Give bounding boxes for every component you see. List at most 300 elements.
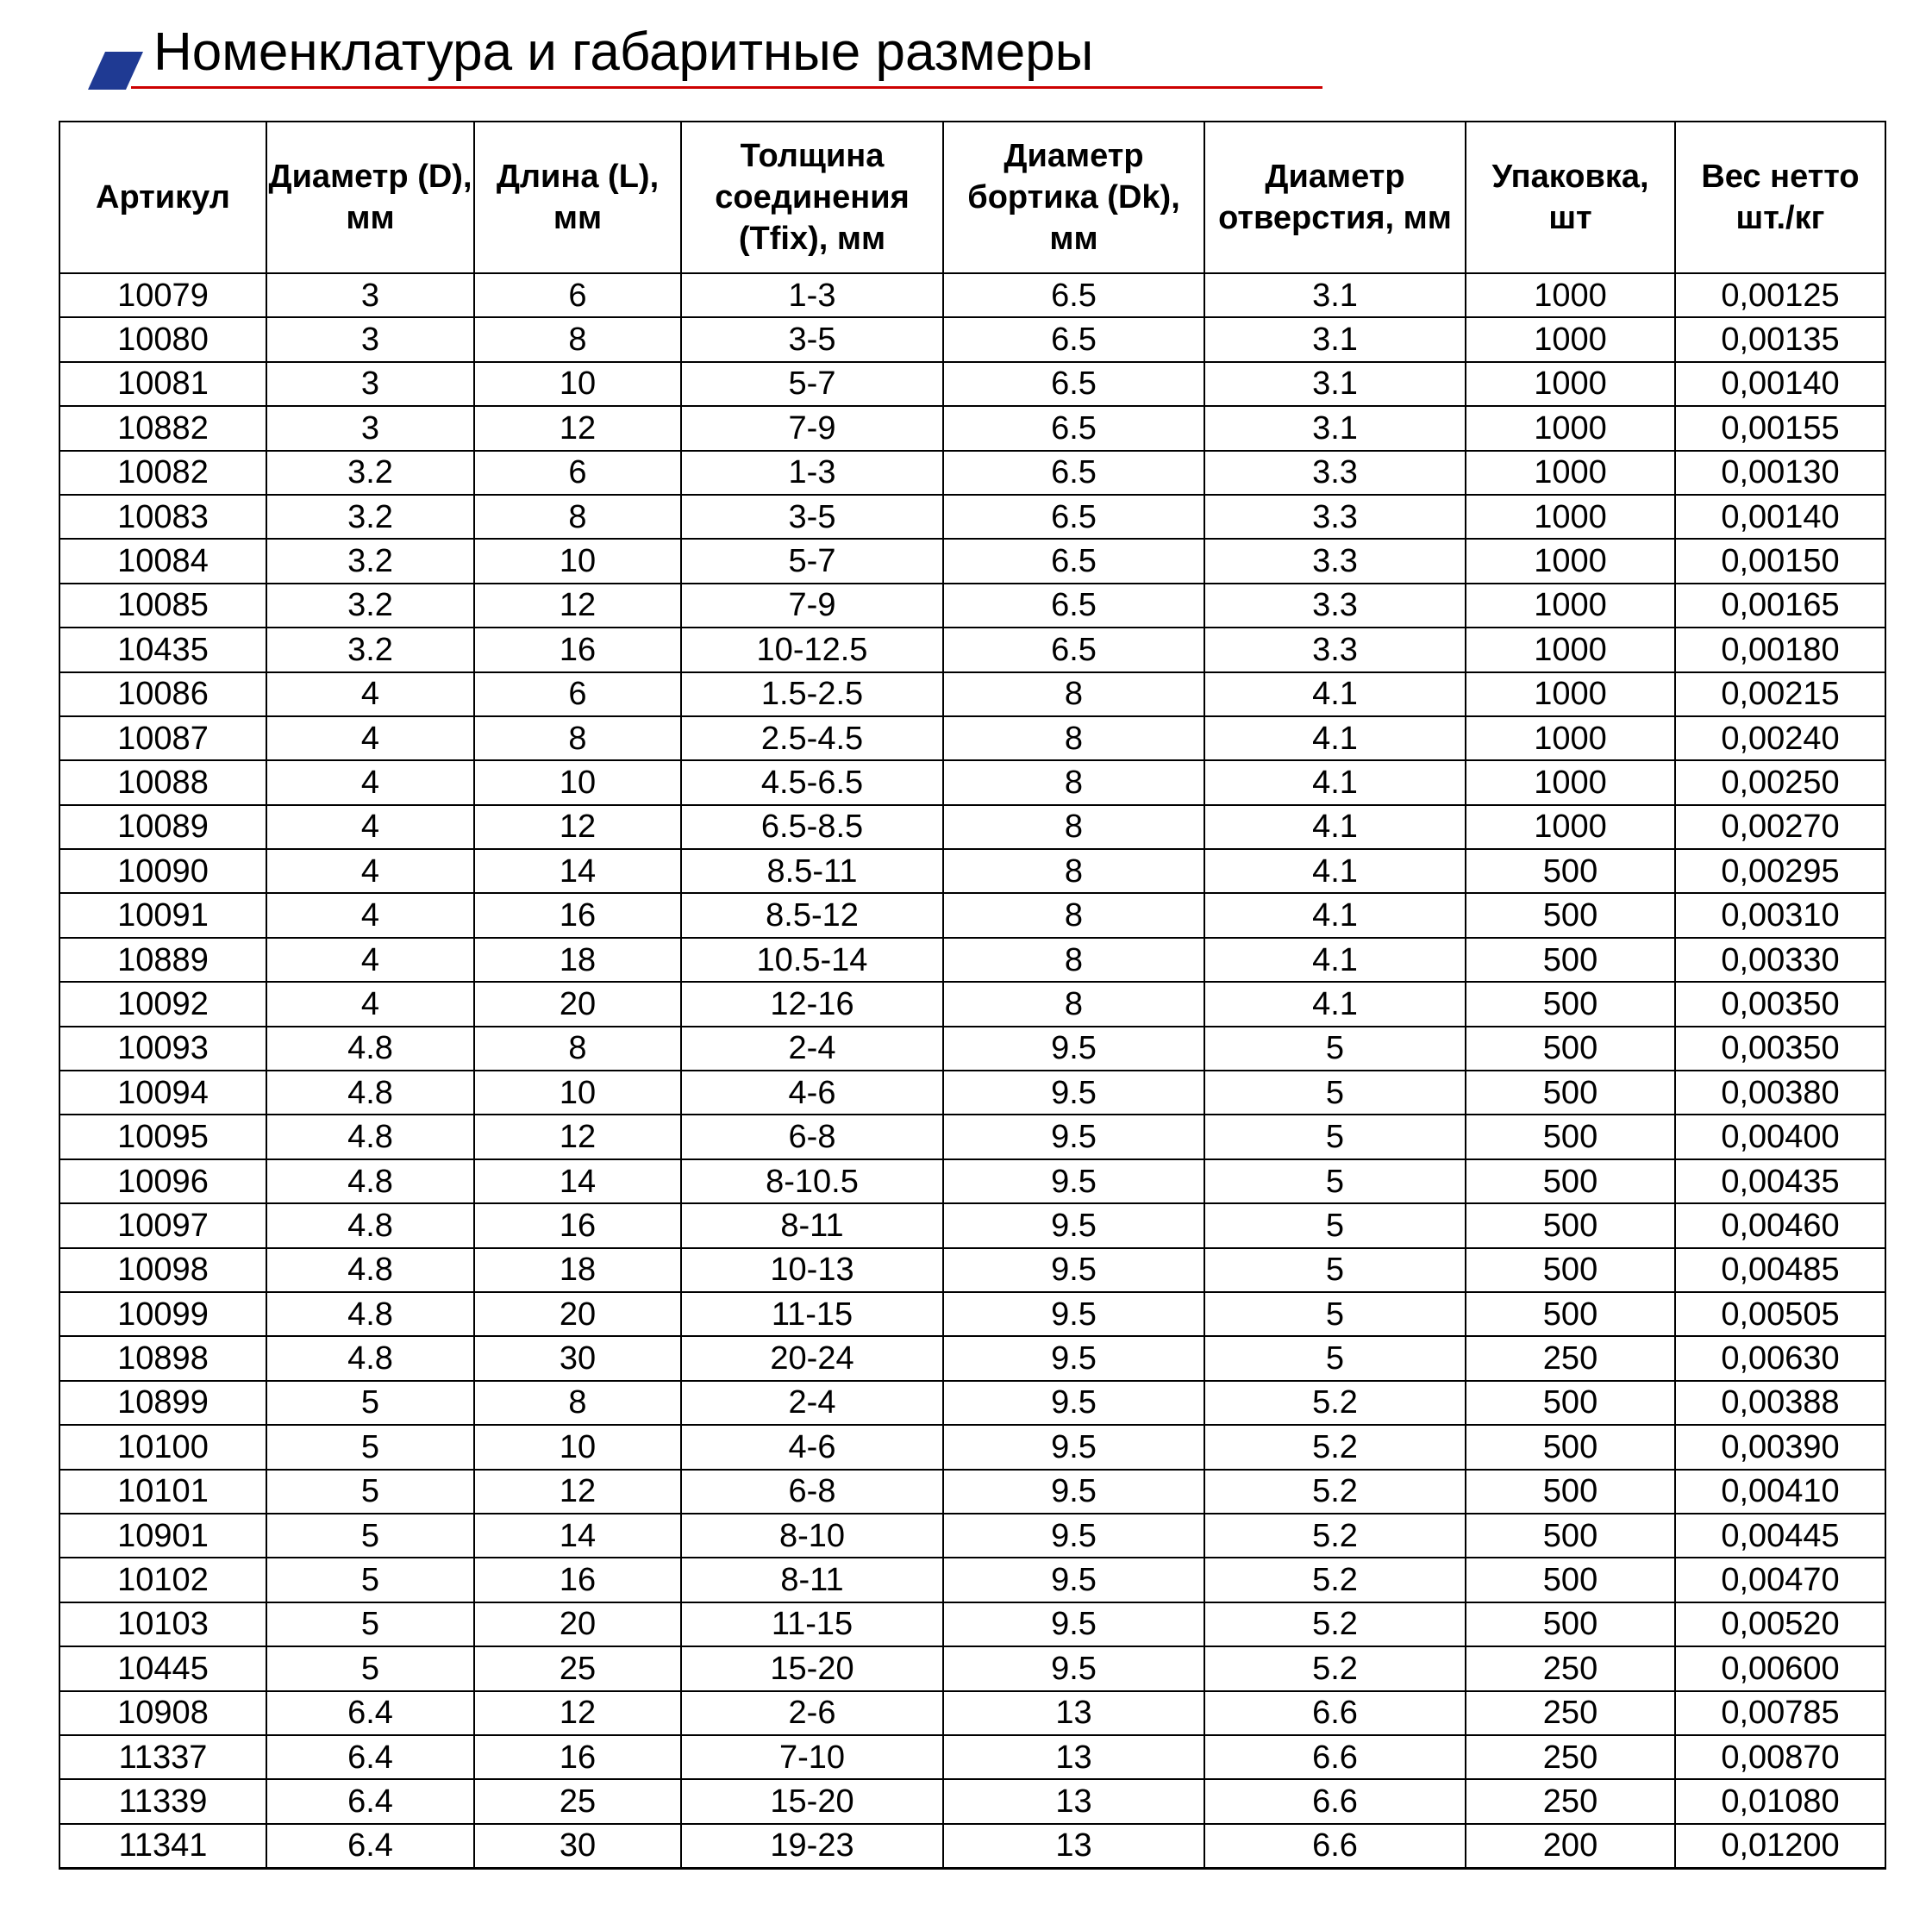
cell-package: 250	[1466, 1691, 1675, 1735]
table-row	[59, 1735, 1885, 1779]
cell-grip-thickness: 5-7	[681, 362, 943, 406]
cell-article: 10086	[59, 672, 266, 716]
cell-diameter: 3	[266, 362, 474, 406]
cell-flange-diameter: 9.5	[943, 1470, 1204, 1514]
cell-length: 14	[474, 1514, 681, 1558]
cell-hole-diameter: 3.3	[1204, 628, 1466, 671]
cell-diameter: 5	[266, 1381, 474, 1425]
cell-diameter: 6.4	[266, 1735, 474, 1779]
cell-diameter: 4	[266, 760, 474, 804]
table-row	[59, 716, 1885, 760]
cell-net-weight: 0,01080	[1675, 1779, 1885, 1823]
brand-shape	[88, 52, 143, 90]
table-row	[59, 1336, 1885, 1380]
cell-length: 12	[474, 584, 681, 628]
cell-length: 6	[474, 273, 681, 317]
cell-length: 6	[474, 451, 681, 495]
cell-flange-diameter: 9.5	[943, 1425, 1204, 1469]
cell-package: 1000	[1466, 716, 1675, 760]
cell-diameter: 5	[266, 1514, 474, 1558]
cell-diameter: 4	[266, 982, 474, 1026]
cell-hole-diameter: 4.1	[1204, 982, 1466, 1026]
cell-article: 11339	[59, 1779, 266, 1823]
cell-package: 500	[1466, 1602, 1675, 1646]
cell-flange-diameter: 6.5	[943, 362, 1204, 406]
cell-grip-thickness: 8-10.5	[681, 1159, 943, 1203]
cell-net-weight: 0,00135	[1675, 317, 1885, 361]
cell-flange-diameter: 6.5	[943, 317, 1204, 361]
cell-hole-diameter: 3.1	[1204, 362, 1466, 406]
cell-length: 10	[474, 362, 681, 406]
cell-grip-thickness: 8-11	[681, 1203, 943, 1247]
cell-hole-diameter: 3.1	[1204, 273, 1466, 317]
table-row	[59, 495, 1885, 539]
cell-flange-diameter: 13	[943, 1779, 1204, 1823]
cell-package: 500	[1466, 1470, 1675, 1514]
cell-article: 10084	[59, 539, 266, 583]
cell-hole-diameter: 6.6	[1204, 1824, 1466, 1869]
cell-grip-thickness: 15-20	[681, 1646, 943, 1690]
cell-length: 14	[474, 1159, 681, 1203]
cell-article: 10098	[59, 1248, 266, 1292]
cell-length: 8	[474, 317, 681, 361]
table-row	[59, 849, 1885, 893]
cell-length: 30	[474, 1336, 681, 1380]
table-header-row	[59, 122, 1885, 273]
spec-table	[59, 121, 1886, 1870]
cell-flange-diameter: 13	[943, 1824, 1204, 1869]
cell-hole-diameter: 6.6	[1204, 1735, 1466, 1779]
cell-length: 8	[474, 1027, 681, 1071]
cell-net-weight: 0,00250	[1675, 760, 1885, 804]
table-row	[59, 451, 1885, 495]
cell-grip-thickness: 7-9	[681, 406, 943, 450]
header-grip-thickness: Толщина соединения (Tfix), мм	[681, 122, 943, 273]
table-row	[59, 893, 1885, 937]
header-net-weight: Вес нетто шт./кг	[1675, 122, 1885, 273]
cell-flange-diameter: 9.5	[943, 1115, 1204, 1158]
cell-article: 10081	[59, 362, 266, 406]
cell-diameter: 4	[266, 716, 474, 760]
cell-length: 16	[474, 628, 681, 671]
cell-length: 20	[474, 982, 681, 1026]
cell-length: 18	[474, 938, 681, 982]
cell-net-weight: 0,00330	[1675, 938, 1885, 982]
cell-hole-diameter: 3.3	[1204, 539, 1466, 583]
cell-flange-diameter: 13	[943, 1735, 1204, 1779]
cell-net-weight: 0,00485	[1675, 1248, 1885, 1292]
cell-article: 10088	[59, 760, 266, 804]
cell-article: 10889	[59, 938, 266, 982]
cell-hole-diameter: 4.1	[1204, 672, 1466, 716]
table-row	[59, 982, 1885, 1026]
cell-grip-thickness: 2-4	[681, 1381, 943, 1425]
cell-article: 11337	[59, 1735, 266, 1779]
cell-flange-diameter: 6.5	[943, 406, 1204, 450]
cell-package: 1000	[1466, 362, 1675, 406]
cell-package: 500	[1466, 849, 1675, 893]
cell-article: 10090	[59, 849, 266, 893]
header-length: Длина (L), мм	[474, 122, 681, 273]
cell-net-weight: 0,00140	[1675, 495, 1885, 539]
cell-net-weight: 0,00215	[1675, 672, 1885, 716]
cell-article: 10103	[59, 1602, 266, 1646]
cell-package: 1000	[1466, 451, 1675, 495]
cell-hole-diameter: 5.2	[1204, 1514, 1466, 1558]
cell-length: 8	[474, 495, 681, 539]
cell-package: 250	[1466, 1779, 1675, 1823]
cell-article: 10435	[59, 628, 266, 671]
cell-article: 10092	[59, 982, 266, 1026]
cell-article: 10899	[59, 1381, 266, 1425]
cell-grip-thickness: 8.5-11	[681, 849, 943, 893]
cell-diameter: 4	[266, 849, 474, 893]
cell-length: 8	[474, 1381, 681, 1425]
cell-flange-diameter: 8	[943, 760, 1204, 804]
cell-hole-diameter: 5	[1204, 1336, 1466, 1380]
cell-hole-diameter: 5	[1204, 1071, 1466, 1115]
cell-flange-diameter: 9.5	[943, 1602, 1204, 1646]
table-row	[59, 1292, 1885, 1336]
cell-package: 500	[1466, 1071, 1675, 1115]
cell-length: 25	[474, 1646, 681, 1690]
cell-package: 1000	[1466, 539, 1675, 583]
cell-net-weight: 0,00505	[1675, 1292, 1885, 1336]
cell-net-weight: 0,00435	[1675, 1159, 1885, 1203]
cell-grip-thickness: 19-23	[681, 1824, 943, 1869]
cell-package: 250	[1466, 1336, 1675, 1380]
cell-flange-diameter: 9.5	[943, 1292, 1204, 1336]
cell-flange-diameter: 9.5	[943, 1646, 1204, 1690]
cell-grip-thickness: 7-10	[681, 1735, 943, 1779]
cell-article: 10080	[59, 317, 266, 361]
cell-hole-diameter: 5	[1204, 1159, 1466, 1203]
cell-package: 500	[1466, 1248, 1675, 1292]
cell-hole-diameter: 3.3	[1204, 495, 1466, 539]
table-row	[59, 1027, 1885, 1071]
page-header	[0, 0, 1932, 121]
cell-length: 8	[474, 716, 681, 760]
cell-length: 20	[474, 1602, 681, 1646]
cell-length: 12	[474, 1691, 681, 1735]
cell-length: 16	[474, 1558, 681, 1602]
table-row	[59, 362, 1885, 406]
table-row	[59, 1691, 1885, 1735]
cell-package: 500	[1466, 1203, 1675, 1247]
table-row	[59, 1558, 1885, 1602]
table-row	[59, 539, 1885, 583]
cell-length: 18	[474, 1248, 681, 1292]
table-row	[59, 1203, 1885, 1247]
cell-article: 10091	[59, 893, 266, 937]
cell-flange-diameter: 8	[943, 938, 1204, 982]
cell-hole-diameter: 6.6	[1204, 1779, 1466, 1823]
table-row	[59, 317, 1885, 361]
cell-diameter: 6.4	[266, 1824, 474, 1869]
cell-net-weight: 0,00140	[1675, 362, 1885, 406]
cell-net-weight: 0,00350	[1675, 1027, 1885, 1071]
cell-diameter: 6.4	[266, 1691, 474, 1735]
cell-grip-thickness: 10-13	[681, 1248, 943, 1292]
cell-diameter: 4	[266, 672, 474, 716]
table-row	[59, 1115, 1885, 1158]
cell-flange-diameter: 6.5	[943, 273, 1204, 317]
cell-length: 12	[474, 1115, 681, 1158]
cell-net-weight: 0,00180	[1675, 628, 1885, 671]
cell-length: 16	[474, 1203, 681, 1247]
cell-length: 10	[474, 1071, 681, 1115]
cell-diameter: 5	[266, 1470, 474, 1514]
header-diameter: Диаметр (D), мм	[266, 122, 474, 273]
cell-grip-thickness: 11-15	[681, 1292, 943, 1336]
cell-diameter: 5	[266, 1425, 474, 1469]
cell-package: 200	[1466, 1824, 1675, 1869]
cell-grip-thickness: 2-6	[681, 1691, 943, 1735]
header-flange-diameter: Диаметр бортика (Dk), мм	[943, 122, 1204, 273]
cell-net-weight: 0,00380	[1675, 1071, 1885, 1115]
brand-parallelogram-icon	[88, 52, 143, 90]
table-row	[59, 1159, 1885, 1203]
cell-flange-diameter: 9.5	[943, 1336, 1204, 1380]
cell-length: 10	[474, 1425, 681, 1469]
table-row	[59, 1779, 1885, 1823]
cell-hole-diameter: 4.1	[1204, 849, 1466, 893]
cell-hole-diameter: 5	[1204, 1203, 1466, 1247]
cell-flange-diameter: 9.5	[943, 1159, 1204, 1203]
cell-hole-diameter: 3.3	[1204, 584, 1466, 628]
cell-package: 1000	[1466, 317, 1675, 361]
cell-package: 1000	[1466, 273, 1675, 317]
cell-article: 10079	[59, 273, 266, 317]
cell-hole-diameter: 5.2	[1204, 1381, 1466, 1425]
cell-length: 6	[474, 672, 681, 716]
cell-net-weight: 0,00155	[1675, 406, 1885, 450]
cell-diameter: 3	[266, 406, 474, 450]
cell-package: 1000	[1466, 495, 1675, 539]
cell-net-weight: 0,00470	[1675, 1558, 1885, 1602]
cell-package: 1000	[1466, 406, 1675, 450]
cell-net-weight: 0,00165	[1675, 584, 1885, 628]
cell-flange-diameter: 9.5	[943, 1514, 1204, 1558]
cell-grip-thickness: 6-8	[681, 1115, 943, 1158]
cell-article: 10882	[59, 406, 266, 450]
cell-diameter: 3.2	[266, 584, 474, 628]
cell-net-weight: 0,00270	[1675, 805, 1885, 849]
cell-flange-diameter: 9.5	[943, 1027, 1204, 1071]
cell-net-weight: 0,00870	[1675, 1735, 1885, 1779]
cell-grip-thickness: 15-20	[681, 1779, 943, 1823]
cell-hole-diameter: 5.2	[1204, 1425, 1466, 1469]
cell-hole-diameter: 5	[1204, 1115, 1466, 1158]
cell-package: 500	[1466, 1381, 1675, 1425]
table-body	[59, 273, 1885, 1869]
cell-flange-diameter: 6.5	[943, 539, 1204, 583]
cell-package: 250	[1466, 1646, 1675, 1690]
cell-grip-thickness: 6-8	[681, 1470, 943, 1514]
cell-flange-diameter: 9.5	[943, 1381, 1204, 1425]
table-row	[59, 273, 1885, 317]
cell-net-weight: 0,00150	[1675, 539, 1885, 583]
cell-diameter: 3.2	[266, 628, 474, 671]
cell-hole-diameter: 5	[1204, 1248, 1466, 1292]
table-row	[59, 938, 1885, 982]
cell-package: 1000	[1466, 584, 1675, 628]
header-package: Упаковка, шт	[1466, 122, 1675, 273]
cell-grip-thickness: 2.5-4.5	[681, 716, 943, 760]
cell-flange-diameter: 6.5	[943, 495, 1204, 539]
header-article: Артикул	[59, 122, 266, 273]
cell-flange-diameter: 6.5	[943, 628, 1204, 671]
cell-diameter: 4.8	[266, 1115, 474, 1158]
cell-length: 20	[474, 1292, 681, 1336]
cell-net-weight: 0,00240	[1675, 716, 1885, 760]
cell-article: 10093	[59, 1027, 266, 1071]
cell-flange-diameter: 8	[943, 893, 1204, 937]
cell-length: 10	[474, 760, 681, 804]
cell-flange-diameter: 6.5	[943, 584, 1204, 628]
cell-grip-thickness: 7-9	[681, 584, 943, 628]
table-row	[59, 1470, 1885, 1514]
cell-article: 10082	[59, 451, 266, 495]
cell-flange-diameter: 8	[943, 672, 1204, 716]
cell-package: 500	[1466, 1558, 1675, 1602]
cell-diameter: 3	[266, 273, 474, 317]
cell-package: 1000	[1466, 672, 1675, 716]
table-row	[59, 1602, 1885, 1646]
cell-hole-diameter: 4.1	[1204, 938, 1466, 982]
cell-hole-diameter: 4.1	[1204, 805, 1466, 849]
cell-net-weight: 0,00445	[1675, 1514, 1885, 1558]
cell-article: 10099	[59, 1292, 266, 1336]
cell-hole-diameter: 4.1	[1204, 760, 1466, 804]
cell-package: 500	[1466, 1292, 1675, 1336]
cell-diameter: 4.8	[266, 1336, 474, 1380]
title-underline	[131, 86, 1322, 89]
spec-table-container	[59, 121, 1885, 1870]
cell-package: 1000	[1466, 628, 1675, 671]
cell-article: 10908	[59, 1691, 266, 1735]
cell-article: 10901	[59, 1514, 266, 1558]
cell-diameter: 4.8	[266, 1292, 474, 1336]
cell-article: 10095	[59, 1115, 266, 1158]
cell-flange-diameter: 9.5	[943, 1071, 1204, 1115]
cell-net-weight: 0,00125	[1675, 273, 1885, 317]
cell-hole-diameter: 4.1	[1204, 893, 1466, 937]
cell-length: 14	[474, 849, 681, 893]
cell-diameter: 3	[266, 317, 474, 361]
table-row	[59, 1824, 1885, 1869]
cell-diameter: 4	[266, 805, 474, 849]
cell-hole-diameter: 5.2	[1204, 1558, 1466, 1602]
cell-hole-diameter: 5	[1204, 1292, 1466, 1336]
cell-grip-thickness: 20-24	[681, 1336, 943, 1380]
cell-grip-thickness: 8.5-12	[681, 893, 943, 937]
cell-grip-thickness: 4.5-6.5	[681, 760, 943, 804]
cell-net-weight: 0,00785	[1675, 1691, 1885, 1735]
cell-diameter: 5	[266, 1646, 474, 1690]
cell-grip-thickness: 3-5	[681, 495, 943, 539]
header-hole-diameter: Диаметр отверстия, мм	[1204, 122, 1466, 273]
table-row	[59, 1514, 1885, 1558]
cell-grip-thickness: 8-11	[681, 1558, 943, 1602]
cell-hole-diameter: 4.1	[1204, 716, 1466, 760]
cell-article: 10102	[59, 1558, 266, 1602]
cell-article: 10087	[59, 716, 266, 760]
cell-package: 500	[1466, 1159, 1675, 1203]
table-row	[59, 1646, 1885, 1690]
cell-article: 10096	[59, 1159, 266, 1203]
cell-package: 250	[1466, 1735, 1675, 1779]
cell-article: 10094	[59, 1071, 266, 1115]
cell-grip-thickness: 3-5	[681, 317, 943, 361]
cell-package: 500	[1466, 982, 1675, 1026]
cell-diameter: 5	[266, 1602, 474, 1646]
cell-length: 16	[474, 893, 681, 937]
cell-net-weight: 0,00130	[1675, 451, 1885, 495]
cell-grip-thickness: 8-10	[681, 1514, 943, 1558]
cell-grip-thickness: 1.5-2.5	[681, 672, 943, 716]
cell-flange-diameter: 9.5	[943, 1203, 1204, 1247]
cell-grip-thickness: 12-16	[681, 982, 943, 1026]
table-row	[59, 1381, 1885, 1425]
cell-package: 500	[1466, 893, 1675, 937]
cell-net-weight: 0,00388	[1675, 1381, 1885, 1425]
cell-flange-diameter: 8	[943, 849, 1204, 893]
cell-net-weight: 0,00390	[1675, 1425, 1885, 1469]
cell-grip-thickness: 2-4	[681, 1027, 943, 1071]
cell-hole-diameter: 3.1	[1204, 317, 1466, 361]
cell-length: 25	[474, 1779, 681, 1823]
cell-flange-diameter: 8	[943, 716, 1204, 760]
cell-length: 16	[474, 1735, 681, 1779]
cell-net-weight: 0,00295	[1675, 849, 1885, 893]
cell-net-weight: 0,00400	[1675, 1115, 1885, 1158]
cell-article: 10089	[59, 805, 266, 849]
cell-hole-diameter: 3.1	[1204, 406, 1466, 450]
cell-diameter: 4	[266, 893, 474, 937]
cell-package: 500	[1466, 1115, 1675, 1158]
table-row	[59, 406, 1885, 450]
cell-article: 10101	[59, 1470, 266, 1514]
cell-grip-thickness: 1-3	[681, 451, 943, 495]
table-row	[59, 672, 1885, 716]
table-row	[59, 805, 1885, 849]
cell-diameter: 5	[266, 1558, 474, 1602]
cell-length: 12	[474, 805, 681, 849]
cell-flange-diameter: 9.5	[943, 1248, 1204, 1292]
cell-flange-diameter: 9.5	[943, 1558, 1204, 1602]
cell-article: 10083	[59, 495, 266, 539]
cell-package: 1000	[1466, 760, 1675, 804]
cell-net-weight: 0,00410	[1675, 1470, 1885, 1514]
cell-grip-thickness: 1-3	[681, 273, 943, 317]
cell-length: 12	[474, 406, 681, 450]
table-row	[59, 1248, 1885, 1292]
cell-net-weight: 0,00460	[1675, 1203, 1885, 1247]
cell-diameter: 4.8	[266, 1159, 474, 1203]
cell-hole-diameter: 5.2	[1204, 1646, 1466, 1690]
cell-length: 10	[474, 539, 681, 583]
cell-diameter: 4.8	[266, 1071, 474, 1115]
cell-diameter: 4.8	[266, 1027, 474, 1071]
cell-grip-thickness: 5-7	[681, 539, 943, 583]
cell-net-weight: 0,00350	[1675, 982, 1885, 1026]
title-underline-bar	[131, 86, 1322, 89]
cell-net-weight: 0,01200	[1675, 1824, 1885, 1869]
cell-diameter: 3.2	[266, 451, 474, 495]
cell-article: 10898	[59, 1336, 266, 1380]
cell-grip-thickness: 6.5-8.5	[681, 805, 943, 849]
